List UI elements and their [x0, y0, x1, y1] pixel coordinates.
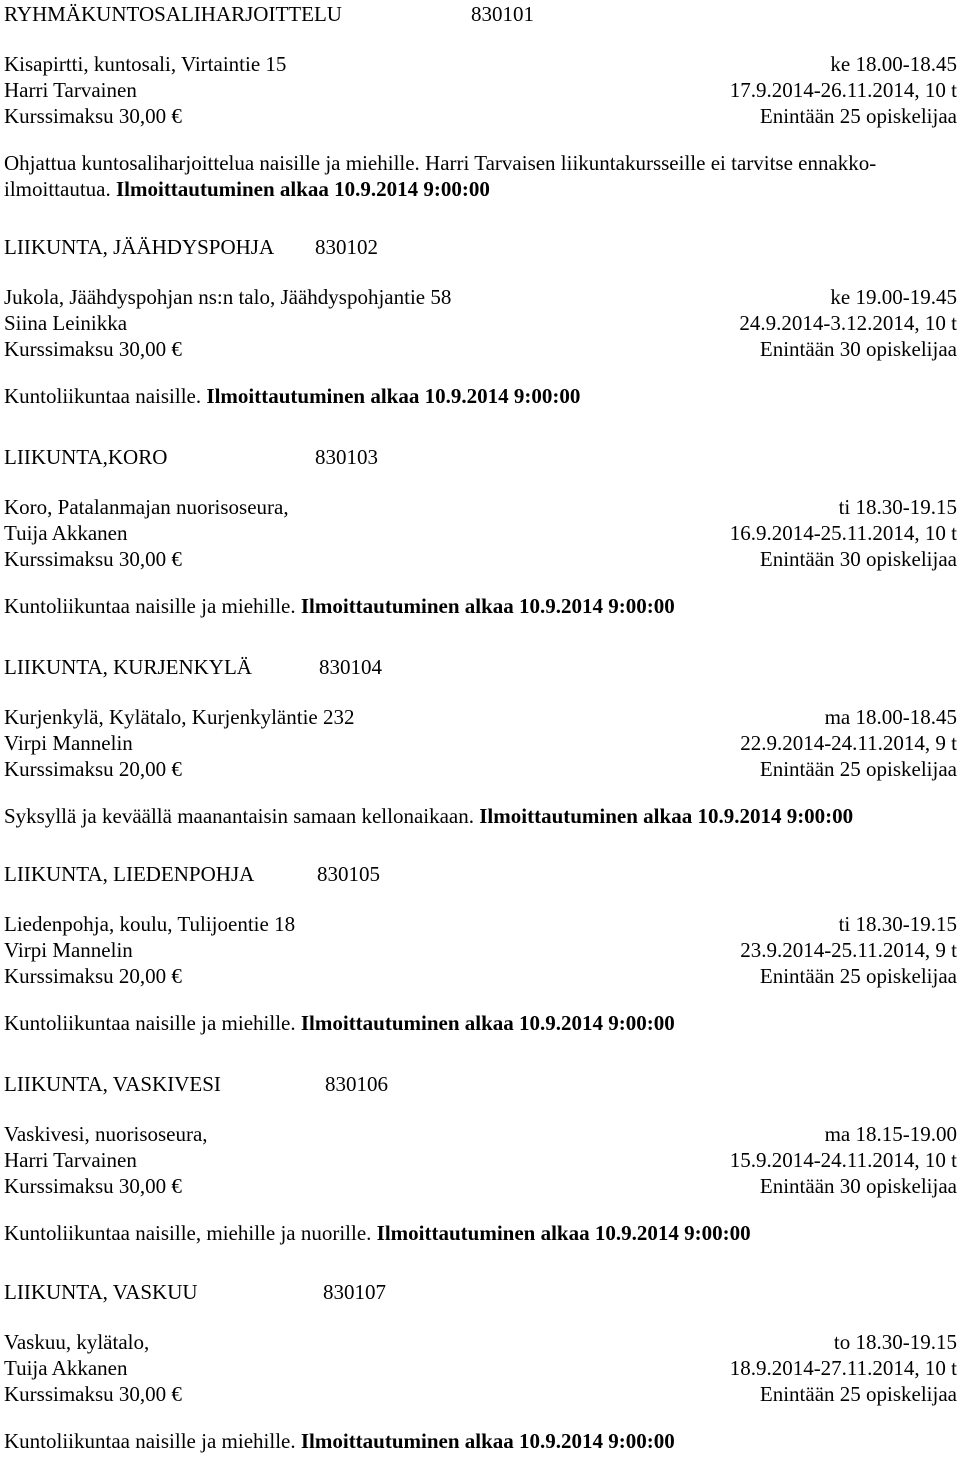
course-heading — [4, 653, 957, 681]
course-code: 830106 — [325, 1072, 388, 1096]
course-fee: Kurssimaksu 20,00 € — [4, 964, 182, 988]
course-title: LIIKUNTA, LIEDENPOHJA — [4, 862, 255, 886]
course-code: 830107 — [323, 1280, 386, 1304]
course-heading — [4, 1070, 957, 1098]
registration-info: Ilmoittautuminen alkaa 10.9.2014 9:00:00 — [206, 384, 581, 408]
course-location: Kurjenkylä, Kylätalo, Kurjenkyläntie 232 — [4, 705, 355, 729]
teacher-row — [4, 937, 957, 963]
fee-row — [4, 103, 957, 129]
course-description: Kuntoliikuntaa naisille ja miehille. — [4, 594, 296, 618]
teacher-row — [4, 310, 957, 336]
course-teacher: Tuija Akkanen — [4, 521, 128, 545]
location-row — [4, 494, 957, 520]
course-dates: 18.9.2014-27.11.2014, 10 t — [729, 1356, 957, 1380]
course-code: 830101 — [471, 2, 534, 26]
course-code: 830105 — [317, 862, 380, 886]
course-location: Vaskuu, kylätalo, — [4, 1330, 150, 1354]
teacher-row — [4, 1147, 957, 1173]
course-title: LIIKUNTA, VASKIVESI — [4, 1072, 221, 1096]
course-schedule: ke 19.00-19.45 — [830, 285, 957, 309]
course-details — [4, 704, 957, 782]
course-details — [4, 1121, 957, 1199]
course-title: LIIKUNTA, VASKUU — [4, 1280, 198, 1304]
course-title: LIIKUNTA, KURJENKYLÄ — [4, 655, 252, 679]
course-note — [4, 150, 957, 202]
course-description: Kuntoliikuntaa naisille ja miehille. — [4, 1011, 296, 1035]
course-note — [4, 593, 957, 619]
course-capacity: Enintään 30 opiskelijaa — [759, 337, 957, 361]
course-schedule: ma 18.00-18.45 — [824, 705, 957, 729]
course-note — [4, 1220, 957, 1246]
course-heading — [4, 0, 957, 28]
course-teacher: Virpi Mannelin — [4, 731, 133, 755]
course-capacity: Enintään 25 opiskelijaa — [759, 757, 957, 781]
course-capacity: Enintään 30 opiskelijaa — [759, 1174, 957, 1198]
location-row — [4, 704, 957, 730]
teacher-row — [4, 520, 957, 546]
location-row — [4, 51, 957, 77]
course-schedule: to 18.30-19.15 — [833, 1330, 957, 1354]
course-block-830106 — [4, 1070, 957, 1246]
course-capacity: Enintään 30 opiskelijaa — [759, 547, 957, 571]
course-details — [4, 1329, 957, 1407]
course-schedule: ke 18.00-18.45 — [830, 52, 957, 76]
course-location: Liedenpohja, koulu, Tulijoentie 18 — [4, 912, 296, 936]
course-location: Vaskivesi, nuorisoseura, — [4, 1122, 208, 1146]
course-teacher: Tuija Akkanen — [4, 1356, 128, 1380]
course-fee: Kurssimaksu 30,00 € — [4, 1382, 182, 1406]
course-teacher: Harri Tarvainen — [4, 78, 137, 102]
course-fee: Kurssimaksu 20,00 € — [4, 757, 182, 781]
course-details — [4, 494, 957, 572]
fee-row — [4, 756, 957, 782]
course-teacher: Siina Leinikka — [4, 311, 128, 335]
course-location: Jukola, Jäähdyspohjan ns:n talo, Jäähdyspohjantie 58 — [4, 285, 452, 309]
course-fee: Kurssimaksu 30,00 € — [4, 547, 182, 571]
course-details — [4, 284, 957, 362]
course-heading — [4, 860, 957, 888]
teacher-row — [4, 730, 957, 756]
registration-info: Ilmoittautuminen alkaa 10.9.2014 9:00:00 — [300, 594, 675, 618]
fee-row — [4, 963, 957, 989]
course-schedule: ti 18.30-19.15 — [838, 912, 957, 936]
course-dates: 15.9.2014-24.11.2014, 10 t — [729, 1148, 957, 1172]
course-teacher: Harri Tarvainen — [4, 1148, 137, 1172]
teacher-row — [4, 1355, 957, 1381]
fee-row — [4, 1381, 957, 1407]
teacher-row — [4, 77, 957, 103]
course-block-830101 — [4, 0, 957, 202]
course-block-830105 — [4, 860, 957, 1036]
course-code: 830104 — [319, 655, 382, 679]
registration-info: Ilmoittautuminen alkaa 10.9.2014 9:00:00 — [376, 1221, 751, 1245]
course-note — [4, 803, 957, 829]
course-fee: Kurssimaksu 30,00 € — [4, 104, 182, 128]
course-location: Kisapirtti, kuntosali, Virtaintie 15 — [4, 52, 287, 76]
registration-info: Ilmoittautuminen alkaa 10.9.2014 9:00:00 — [115, 177, 490, 201]
course-code: 830102 — [315, 235, 378, 259]
location-row — [4, 1329, 957, 1355]
course-teacher: Virpi Mannelin — [4, 938, 133, 962]
location-row — [4, 911, 957, 937]
course-heading — [4, 233, 957, 261]
course-heading — [4, 443, 957, 471]
course-details — [4, 911, 957, 989]
course-heading — [4, 1278, 957, 1306]
registration-info: Ilmoittautuminen alkaa 10.9.2014 9:00:00 — [300, 1429, 675, 1453]
course-dates: 23.9.2014-25.11.2014, 9 t — [740, 938, 957, 962]
course-code: 830103 — [315, 445, 378, 469]
course-description: Kuntoliikuntaa naisille ja miehille. — [4, 1429, 296, 1453]
course-title: RYHMÄKUNTOSALIHARJOITTELU — [4, 2, 342, 26]
course-block-830103 — [4, 443, 957, 619]
course-schedule: ti 18.30-19.15 — [838, 495, 957, 519]
course-block-830104 — [4, 653, 957, 829]
course-fee: Kurssimaksu 30,00 € — [4, 337, 182, 361]
course-capacity: Enintään 25 opiskelijaa — [759, 964, 957, 988]
fee-row — [4, 1173, 957, 1199]
fee-row — [4, 336, 957, 362]
registration-info: Ilmoittautuminen alkaa 10.9.2014 9:00:00 — [300, 1011, 675, 1035]
course-location: Koro, Patalanmajan nuorisoseura, — [4, 495, 289, 519]
course-description: Ohjattua kuntosaliharjoittelua naisille ja miehille. Harri Tarvaisen liikuntakursseille ei tarvitse ennakko-ilmoittautua. — [4, 151, 877, 201]
course-schedule: ma 18.15-19.00 — [824, 1122, 957, 1146]
registration-info: Ilmoittautuminen alkaa 10.9.2014 9:00:00 — [479, 804, 854, 828]
course-block-830102 — [4, 233, 957, 409]
course-description: Kuntoliikuntaa naisille, miehille ja nuorille. — [4, 1221, 372, 1245]
course-title: LIIKUNTA,KORO — [4, 445, 168, 469]
course-title: LIIKUNTA, JÄÄHDYSPOHJA — [4, 235, 275, 259]
course-dates: 24.9.2014-3.12.2014, 10 t — [739, 311, 957, 335]
course-note — [4, 383, 957, 409]
location-row — [4, 1121, 957, 1147]
course-fee: Kurssimaksu 30,00 € — [4, 1174, 182, 1198]
course-block-830107 — [4, 1278, 957, 1454]
fee-row — [4, 546, 957, 572]
course-description: Kuntoliikuntaa naisille. — [4, 384, 202, 408]
course-dates: 22.9.2014-24.11.2014, 9 t — [740, 731, 957, 755]
course-note — [4, 1428, 957, 1454]
course-dates: 17.9.2014-26.11.2014, 10 t — [729, 78, 957, 102]
course-dates: 16.9.2014-25.11.2014, 10 t — [729, 521, 957, 545]
course-note — [4, 1010, 957, 1036]
course-capacity: Enintään 25 opiskelijaa — [759, 104, 957, 128]
course-capacity: Enintään 25 opiskelijaa — [759, 1382, 957, 1406]
course-description: Syksyllä ja keväällä maanantaisin samaan kellonaikaan. — [4, 804, 474, 828]
course-details — [4, 51, 957, 129]
location-row — [4, 284, 957, 310]
